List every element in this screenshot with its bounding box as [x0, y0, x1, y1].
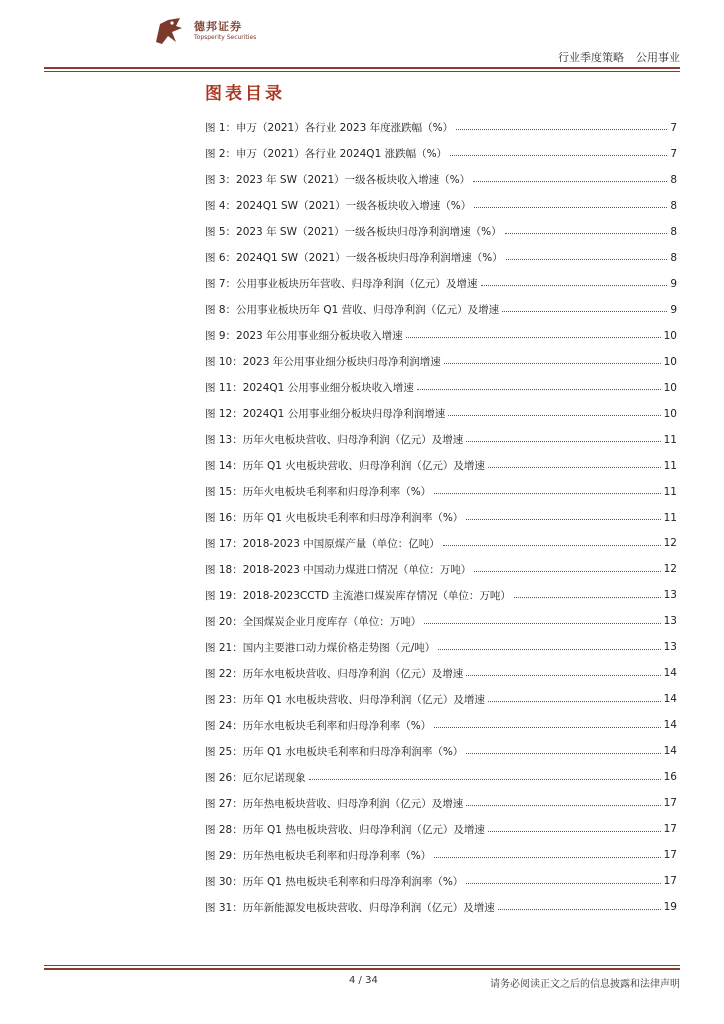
toc-entry-label: 图 7：公用事业板块历年营收、归母净利润（亿元）及增速 — [205, 278, 478, 291]
toc-entry-label: 图 11：2024Q1 公用事业细分板块收入增速 — [205, 382, 414, 395]
dragon-logo-icon — [150, 12, 188, 50]
toc-leader-dots — [466, 805, 660, 806]
toc-entry[interactable] — [205, 115, 677, 141]
toc-entry-page: 9 — [670, 303, 677, 316]
toc-entry-label: 图 4：2024Q1 SW（2021）一级各板块收入增速（%） — [205, 200, 472, 213]
toc-entry-page: 8 — [670, 251, 677, 264]
toc-leader-dots — [417, 389, 661, 390]
toc-entry-label: 图 9：2023 年公用事业细分板块收入增速 — [205, 330, 403, 343]
toc-entry-label: 图 12：2024Q1 公用事业细分板块归母净利润增速 — [205, 408, 446, 421]
toc-entry[interactable] — [205, 608, 677, 634]
toc-entry[interactable] — [205, 634, 677, 660]
toc-leader-dots — [406, 337, 661, 338]
toc-entry-label: 图 31：历年新能源发电板块营收、归母净利润（亿元）及增速 — [205, 901, 495, 914]
toc-entry-label: 图 16：历年 Q1 火电板块毛利率和归母净利润率（%） — [205, 512, 464, 525]
toc-entry-label: 图 2：申万（2021）各行业 2024Q1 涨跌幅（%） — [205, 148, 448, 161]
toc-entry[interactable] — [205, 894, 677, 920]
toc-entry-label: 图 27：历年热电板块营收、归母净利润（亿元）及增速 — [205, 797, 464, 810]
report-category — [558, 49, 680, 65]
toc-leader-dots — [466, 441, 660, 442]
toc-entry-page: 8 — [670, 225, 677, 238]
toc-entry-label: 图 30：历年 Q1 热电板块毛利率和归母净利润率（%） — [205, 875, 464, 888]
logo-english-name: Topsperity Securities — [194, 34, 257, 41]
toc-leader-dots — [466, 675, 660, 676]
header-divider-thin — [44, 71, 680, 72]
toc-entry[interactable] — [205, 297, 677, 323]
toc-leader-dots — [488, 701, 661, 702]
toc-leader-dots — [481, 285, 668, 286]
toc-entry[interactable] — [205, 141, 677, 167]
toc-entry-page: 11 — [663, 459, 677, 472]
toc-entry-label: 图 29：历年热电板块毛利率和归母净利率（%） — [205, 849, 432, 862]
toc-leader-dots — [502, 311, 667, 312]
toc-entry-label: 图 14：历年 Q1 火电板块营收、归母净利润（亿元）及增速 — [205, 460, 485, 473]
toc-leader-dots — [466, 883, 660, 884]
toc-entry-page: 14 — [663, 693, 677, 706]
toc-entry-page: 11 — [663, 433, 677, 446]
toc-entry-label: 图 8：公用事业板块历年 Q1 营收、归母净利润（亿元）及增速 — [205, 304, 500, 317]
brand-logo — [150, 12, 260, 52]
toc-entry[interactable] — [205, 764, 677, 790]
toc-entry[interactable] — [205, 712, 677, 738]
toc-entry-label: 图 15：历年火电板块毛利率和归母净利率（%） — [205, 486, 432, 499]
toc-entry[interactable] — [205, 453, 677, 479]
toc-leader-dots — [434, 857, 660, 858]
disclaimer-note: 请务必阅读正文之后的信息披露和法律声明 — [490, 979, 680, 990]
toc-entry[interactable] — [205, 375, 677, 401]
toc-entry-label: 图 28：历年 Q1 热电板块营收、归母净利润（亿元）及增速 — [205, 823, 485, 836]
toc-entry-label: 图 22：历年水电板块营收、归母净利润（亿元）及增速 — [205, 667, 464, 680]
toc-entry-label: 图 24：历年水电板块毛利率和归母净利率（%） — [205, 719, 432, 732]
page-title: 图表目录 — [205, 84, 285, 104]
toc-entry-page: 17 — [663, 823, 677, 836]
toc-leader-dots — [434, 727, 660, 728]
toc-entry-page: 17 — [663, 875, 677, 888]
toc-entry-label: 图 1：申万（2021）各行业 2023 年度涨跌幅（%） — [205, 122, 454, 135]
toc-entry-page: 7 — [670, 147, 677, 160]
toc-entry-page: 11 — [663, 485, 677, 498]
toc-entry-page: 10 — [663, 381, 677, 394]
toc-leader-dots — [309, 779, 661, 780]
toc-leader-dots — [424, 623, 660, 624]
toc-entry-page: 14 — [663, 719, 677, 732]
toc-entry-label: 图 23：历年 Q1 水电板块营收、归母净利润（亿元）及增速 — [205, 693, 485, 706]
toc-entry[interactable] — [205, 401, 677, 427]
toc-entry-page: 10 — [663, 355, 677, 368]
footer-divider-thick — [44, 968, 680, 970]
toc-leader-dots — [448, 415, 660, 416]
toc-leader-dots — [506, 259, 668, 260]
toc-entry[interactable] — [205, 842, 677, 868]
toc-leader-dots — [488, 831, 661, 832]
toc-entry[interactable] — [205, 660, 677, 686]
toc-leader-dots — [434, 493, 660, 494]
logo-chinese-name: 德邦证券 — [194, 20, 242, 33]
toc-leader-dots — [450, 155, 667, 156]
footer-divider — [44, 965, 680, 966]
toc-entry[interactable] — [205, 816, 677, 842]
toc-entry-page: 13 — [663, 641, 677, 654]
toc-entry[interactable] — [205, 349, 677, 375]
toc-leader-dots — [443, 545, 661, 546]
toc-leader-dots — [514, 597, 661, 598]
toc-entry[interactable] — [205, 556, 677, 582]
toc-entry[interactable] — [205, 790, 677, 816]
toc-leader-dots — [505, 233, 668, 234]
toc-entry[interactable] — [205, 167, 677, 193]
toc-entry[interactable] — [205, 479, 677, 505]
toc-entry-page: 19 — [663, 901, 677, 914]
figure-list — [205, 115, 677, 920]
toc-leader-dots — [498, 909, 661, 910]
toc-entry-label: 图 25：历年 Q1 水电板块毛利率和归母净利润率（%） — [205, 745, 464, 758]
toc-entry[interactable] — [205, 738, 677, 764]
toc-entry-label: 图 5：2023 年 SW（2021）一级各板块归母净利润增速（%） — [205, 226, 502, 239]
toc-entry[interactable] — [205, 271, 677, 297]
toc-entry[interactable] — [205, 427, 677, 453]
toc-entry-page: 8 — [670, 173, 677, 186]
toc-entry-label: 图 21：国内主要港口动力煤价格走势图（元/吨） — [205, 641, 436, 654]
toc-entry-page: 12 — [663, 537, 677, 550]
toc-entry[interactable] — [205, 686, 677, 712]
report-type: 行业季度策略 — [558, 51, 624, 64]
toc-entry-page: 13 — [663, 615, 677, 628]
toc-entry-page: 17 — [663, 849, 677, 862]
toc-leader-dots — [438, 649, 660, 650]
toc-entry-label: 图 17：2018-2023 中国原煤产量（单位：亿吨） — [205, 537, 440, 550]
toc-entry[interactable] — [205, 245, 677, 271]
toc-entry-page: 14 — [663, 745, 677, 758]
toc-entry[interactable] — [205, 323, 677, 349]
toc-leader-dots — [466, 753, 660, 754]
toc-leader-dots — [474, 207, 667, 208]
toc-entry-page: 17 — [663, 797, 677, 810]
toc-leader-dots — [444, 363, 661, 364]
toc-entry-label: 图 6：2024Q1 SW（2021）一级各板块归母净利润增速（%） — [205, 252, 503, 265]
toc-entry[interactable] — [205, 505, 677, 531]
toc-leader-dots — [456, 129, 667, 130]
header-divider — [44, 67, 680, 69]
toc-entry-label: 图 13：历年火电板块营收、归母净利润（亿元）及增速 — [205, 434, 464, 447]
toc-entry-page: 10 — [663, 329, 677, 342]
toc-entry-page: 9 — [670, 277, 677, 290]
toc-entry-page: 10 — [663, 407, 677, 420]
toc-entry[interactable] — [205, 582, 677, 608]
toc-entry[interactable] — [205, 868, 677, 894]
sector-name: 公用事业 — [636, 51, 680, 64]
toc-entry-page: 13 — [663, 589, 677, 602]
toc-entry-label: 图 19：2018-2023CCTD 主流港口煤炭库存情况（单位：万吨） — [205, 589, 511, 602]
toc-entry-label: 图 26：厄尔尼诺现象 — [205, 771, 306, 784]
toc-entry-page: 8 — [670, 199, 677, 212]
toc-entry-page: 7 — [670, 121, 677, 134]
toc-entry[interactable] — [205, 531, 677, 557]
toc-leader-dots — [474, 571, 660, 572]
toc-entry[interactable] — [205, 219, 677, 245]
toc-leader-dots — [466, 519, 660, 520]
toc-entry-page: 12 — [663, 563, 677, 576]
toc-entry-page: 16 — [663, 771, 677, 784]
toc-entry-label: 图 10：2023 年公用事业细分板块归母净利润增速 — [205, 356, 441, 369]
toc-entry-label: 图 18：2018-2023 中国动力煤进口情况（单位：万吨） — [205, 563, 472, 576]
toc-entry-label: 图 20：全国煤炭企业月度库存（单位：万吨） — [205, 615, 422, 628]
toc-entry-page: 11 — [663, 511, 677, 524]
toc-entry-page: 14 — [663, 667, 677, 680]
page-indicator: 4 / 34 — [349, 975, 378, 986]
toc-leader-dots — [473, 181, 667, 182]
toc-entry[interactable] — [205, 193, 677, 219]
toc-entry-label: 图 3：2023 年 SW（2021）一级各板块收入增速（%） — [205, 174, 471, 187]
toc-leader-dots — [488, 467, 661, 468]
